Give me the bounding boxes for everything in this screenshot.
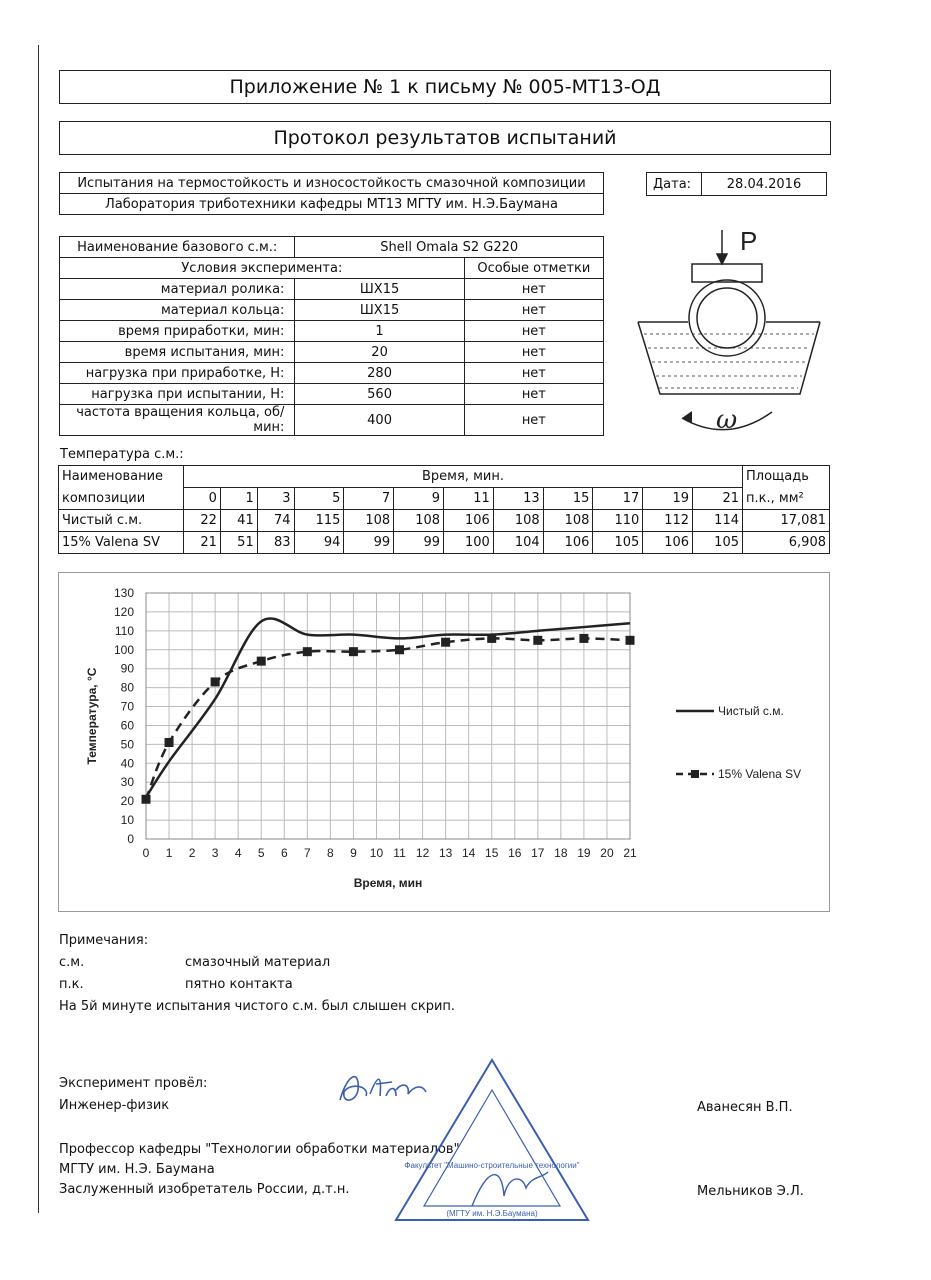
series-point-2 (211, 677, 220, 686)
y-tick-label: 40 (120, 756, 134, 771)
series-point-2 (487, 634, 496, 643)
area-header-2: п.к., мм² (743, 488, 830, 510)
ring-inner (697, 288, 757, 348)
notes-section (59, 930, 455, 1018)
x-tick-label: 5 (257, 846, 265, 860)
x-tick-label: 9 (350, 846, 357, 860)
condition-label: материал кольца: (60, 300, 295, 321)
temp-cell: 114 (693, 510, 743, 532)
table-row (59, 532, 830, 554)
temp-cell: 115 (294, 510, 344, 532)
condition-note: нет (464, 363, 603, 384)
series-point-2 (257, 657, 266, 666)
condition-value: 20 (295, 342, 464, 363)
y-tick-label: 80 (120, 680, 134, 695)
y-tick-label: 60 (120, 718, 134, 733)
temp-cell: 112 (643, 510, 693, 532)
y-tick-label: 70 (120, 699, 134, 714)
legend-label-2: 15% Valena SV (718, 767, 802, 781)
temp-cell: 108 (394, 510, 444, 532)
area-cell: 17,081 (743, 510, 830, 532)
temperature-chart (58, 572, 828, 910)
y-tick-label: 0 (127, 832, 134, 846)
condition-note: нет (464, 405, 603, 436)
note-meaning: пятно контакта (185, 977, 293, 992)
time-cell: 1 (220, 488, 257, 510)
temp-cell: 108 (344, 510, 394, 532)
condition-label: нагрузка при приработке, Н: (60, 363, 295, 384)
x-tick-label: 8 (327, 846, 334, 860)
area-header: Площадь (743, 466, 830, 488)
condition-value: ШХ15 (295, 300, 464, 321)
note-remark: На 5й минуте испытания чистого с.м. был слышен скрип. (59, 999, 456, 1014)
temperature-table (58, 465, 830, 554)
temp-cell: 22 (184, 510, 221, 532)
temp-cell: 99 (394, 532, 444, 554)
date-label: Дата: (647, 173, 702, 196)
experimenter-name: Аванесян В.П. (697, 1100, 793, 1115)
stamp-text-center: Факультет "Машино-строительные технологии" (404, 1161, 580, 1170)
row-name: 15% Valena SV (59, 532, 184, 554)
time-cell: 13 (493, 488, 543, 510)
condition-value: ШХ15 (295, 279, 464, 300)
temp-cell: 83 (257, 532, 294, 554)
condition-label: время приработки, мин: (60, 321, 295, 342)
condition-label: частота вращения кольца, об/мин: (60, 405, 295, 436)
protocol-title: Протокол результатов испытаний (59, 121, 831, 155)
condition-row (60, 405, 604, 436)
professor-degree: Заслуженный изобретатель России, д.т.н. (59, 1182, 350, 1197)
temp-cell: 105 (593, 532, 643, 554)
condition-value: 560 (295, 384, 464, 405)
y-tick-label: 90 (120, 661, 134, 676)
professor-title: Профессор кафедры "Технологии обработки материалов" (59, 1142, 460, 1157)
series-point-2 (579, 634, 588, 643)
time-cell: 3 (257, 488, 294, 510)
temp-cell: 106 (643, 532, 693, 554)
laboratory-name: Лаборатория триботехники кафедры МТ13 МГТУ им. Н.Э.Баумана (60, 194, 604, 215)
condition-label: время испытания, мин: (60, 342, 295, 363)
time-cell: 15 (543, 488, 593, 510)
x-tick-label: 13 (438, 846, 453, 860)
temp-cell: 105 (693, 532, 743, 554)
load-label: P (740, 226, 758, 256)
x-tick-label: 14 (461, 846, 476, 860)
condition-note: нет (464, 321, 603, 342)
temp-cell: 108 (543, 510, 593, 532)
base-lubricant-label: Наименование базового с.м.: (60, 237, 295, 258)
x-tick-label: 0 (142, 846, 150, 860)
legend-label-1: Чистый с.м. (718, 704, 784, 718)
series-point-2 (626, 636, 635, 645)
y-tick-label: 100 (113, 642, 134, 657)
condition-row (60, 279, 604, 300)
y-tick-label: 10 (120, 813, 134, 828)
temp-cell: 41 (220, 510, 257, 532)
series-point-2 (441, 638, 450, 647)
condition-label: материал ролика: (60, 279, 295, 300)
condition-value: 280 (295, 363, 464, 384)
conditions-table (59, 236, 604, 436)
row-name: Чистый с.м. (59, 510, 184, 532)
condition-row (60, 363, 604, 384)
experimenter-title: Эксперимент провёл: (59, 1076, 208, 1091)
note-abbr: с.м. (59, 955, 85, 970)
series-point-2 (533, 636, 542, 645)
temp-cell: 106 (444, 510, 494, 532)
date-value: 28.04.2016 (702, 173, 827, 196)
base-lubricant-value: Shell Omala S2 G220 (295, 237, 604, 258)
y-tick-label: 20 (120, 794, 134, 809)
official-stamp (392, 1056, 592, 1226)
professor-university: МГТУ им. Н.Э. Баумана (59, 1162, 215, 1177)
time-cell: 0 (184, 488, 221, 510)
temp-cell: 100 (444, 532, 494, 554)
temp-cell: 99 (344, 532, 394, 554)
notes-title: Примечания: (59, 933, 149, 948)
condition-value: 1 (295, 321, 464, 342)
time-header: Время, мин. (184, 466, 743, 488)
x-tick-label: 11 (393, 846, 406, 860)
time-cell: 21 (693, 488, 743, 510)
x-tick-label: 12 (415, 846, 430, 860)
area-cell: 6,908 (743, 532, 830, 554)
experimenter-position: Инженер-физик (59, 1098, 170, 1113)
name-header-2: композиции (59, 488, 184, 510)
y-tick-label: 130 (113, 586, 134, 600)
notes-header: Особые отметки (464, 258, 603, 279)
condition-note: нет (464, 300, 603, 321)
y-tick-label: 30 (120, 775, 134, 790)
conditions-header: Условия эксперимента: (60, 258, 465, 279)
y-axis-label: Температура, °С (85, 667, 99, 765)
omega-label: ω (716, 405, 738, 435)
note-item (59, 974, 455, 996)
time-cell: 9 (394, 488, 444, 510)
series-point-2 (165, 738, 174, 747)
temp-cell: 74 (257, 510, 294, 532)
condition-row (60, 384, 604, 405)
document-title: Приложение № 1 к письму № 005-МТ13-ОД (59, 70, 831, 104)
x-tick-label: 19 (577, 846, 591, 860)
professor-name: Мельников Э.Л. (697, 1184, 804, 1199)
x-tick-label: 17 (531, 846, 545, 860)
x-tick-label: 6 (280, 846, 288, 860)
x-tick-label: 2 (188, 846, 196, 860)
time-cell: 19 (643, 488, 693, 510)
time-cell: 7 (344, 488, 394, 510)
date-table (646, 172, 827, 196)
time-cell: 11 (444, 488, 494, 510)
time-cell: 17 (593, 488, 643, 510)
test-description: Испытания на термостойкость и износостойкость смазочной композиции (60, 173, 604, 194)
x-axis-label: Время, мин (353, 876, 423, 890)
y-tick-label: 110 (114, 623, 134, 638)
condition-row (60, 321, 604, 342)
x-tick-label: 16 (508, 846, 522, 860)
series-point-2 (349, 647, 358, 656)
note-meaning: смазочный материал (185, 955, 331, 970)
name-header: Наименование (59, 466, 184, 488)
time-cell: 5 (294, 488, 344, 510)
x-tick-label: 4 (234, 846, 242, 860)
series-line-1 (146, 618, 630, 797)
condition-note: нет (464, 384, 603, 405)
series-line-2 (146, 638, 630, 799)
series-point-2 (395, 645, 404, 654)
test-info-table (59, 172, 604, 215)
condition-label: нагрузка при испытании, Н: (60, 384, 295, 405)
temp-cell: 106 (543, 532, 593, 554)
stamp-text-bottom: (МГТУ им. Н.Э.Баумана) (446, 1209, 538, 1218)
x-tick-label: 1 (165, 846, 173, 860)
temp-cell: 94 (294, 532, 344, 554)
note-abbr: п.к. (59, 977, 84, 992)
temp-cell: 51 (220, 532, 257, 554)
series-point-2 (303, 647, 312, 656)
note-item (59, 952, 455, 974)
temperature-label: Температура с.м.: (60, 447, 184, 462)
legend-marker-2 (691, 770, 699, 778)
condition-row (60, 342, 604, 363)
condition-note: нет (464, 279, 603, 300)
x-tick-label: 20 (600, 846, 614, 860)
x-tick-label: 18 (554, 846, 568, 860)
temp-cell: 110 (593, 510, 643, 532)
y-tick-label: 50 (120, 737, 134, 752)
temp-cell: 104 (493, 532, 543, 554)
temp-cell: 108 (493, 510, 543, 532)
condition-row (60, 300, 604, 321)
x-tick-label: 3 (211, 846, 219, 860)
ring-outer (689, 280, 765, 356)
condition-note: нет (464, 342, 603, 363)
x-tick-label: 21 (623, 846, 637, 860)
temp-cell: 21 (184, 532, 221, 554)
series-point-2 (142, 795, 151, 804)
x-tick-label: 15 (485, 846, 499, 860)
y-tick-label: 120 (113, 604, 134, 619)
test-scheme-diagram (630, 222, 830, 442)
x-tick-label: 10 (369, 846, 384, 860)
table-row (59, 510, 830, 532)
condition-value: 400 (295, 405, 464, 436)
x-tick-label: 7 (303, 846, 311, 860)
